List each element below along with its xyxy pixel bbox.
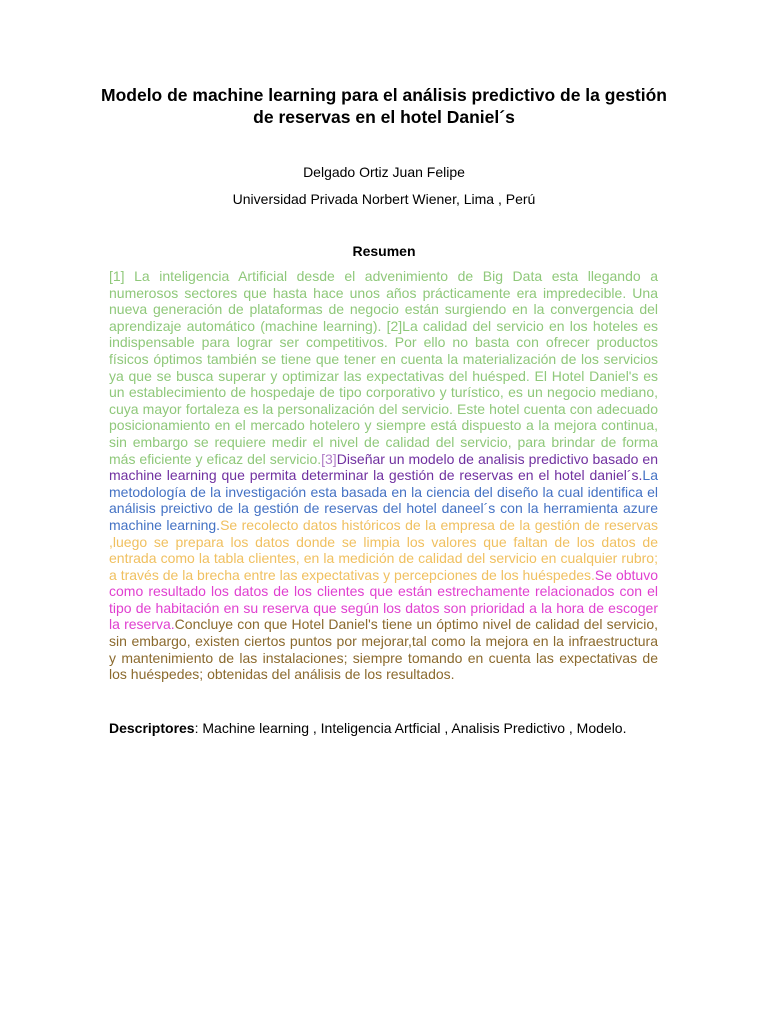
abstract-segment-conclusion: Concluye con que Hotel Daniel's tiene un óptimo nivel de calidad del servicio, sin embargo, existen ciertos puntos por mejorar,tal como la mejora en la infraestructura y mantenimiento de las instalaciones; siempre tomando en cuenta las expectativas de los huéspedes; obtenidas del análisis de los resultados. (109, 616, 659, 683)
abstract-segment-background: [1] La inteligencia Artificial desde el advenimiento de Big Data esta llegando a numerosos sectores que hasta hace unos años prácticamente era impredecible. Una nueva generación de plataformas de negocio están surgiendo en la convergencia del aprendizaje automático (machine learning). [2]La calidad del servicio en los hoteles es indispensable para lograr ser competitivos. Por ello no basta con ofrecer productos físicos óptimos también se tiene que tener en cuenta la materialización de los servicios ya que se busca superar y optimizar las expectativas del huésped. El Hotel Daniel's es un establecimiento de hospedaje de tipo corporativo y turístico, es un negocio mediano, cuya mayor fortaleza es la personalización del servicio. Este hotel cuenta con adecuado posicionamiento en el mercado hotelero y siempre está dispuesto a la mejora continua, sin embargo se requiere medir el nivel de calidad del servicio, para brindar de forma más eficiente y eficaz del servicio. (109, 268, 658, 467)
author-affiliation: Universidad Privada Norbert Wiener, Lima , Perú (232, 191, 536, 207)
author-name: Delgado Ortiz Juan Felipe (303, 164, 465, 180)
abstract-segment-results: Se obtuvo como resultado los datos de los clientes que están estrechamente relacionados con el tipo de habitación en su reserva que según los datos son prioridad a la hora de escoger la reserva. (109, 566, 658, 633)
abstract-body (109, 268, 658, 683)
keywords (109, 719, 669, 737)
abstract-segment-objective: Diseñar un modelo de analisis predictivo basado en machine learning que permita determinar la gestión de reservas en el hotel daniel´s. (109, 450, 659, 484)
paper-title: Modelo de machine learning para el análisis predictivo de la gestión de reservas en el hotel Daniel´s (101, 85, 667, 127)
abstract-segment-data-preparation: Se recolecto datos históricos de la empresa de la gestión de reservas ,luego se prepara los datos donde se limpia los valores que faltan de los datos de entrada como la tabla clientes, en la medición de calidad del servicio en cualquier rubro; a través de la brecha entre las expectativas y percepciones de los huéspedes. (109, 516, 658, 583)
abstract-segment-methodology: La metodología de la investigación esta basada en la ciencia del diseño la cual identifica el análisis preictivo de la gestión de reservas del hotel daneel´s con la herramienta azure machine learning. (109, 467, 658, 533)
abstract-segment-reference: [3] (321, 450, 337, 467)
keywords-label: Descriptores (109, 720, 195, 736)
keywords-text: : Machine learning , Inteligencia Artficial , Analisis Predictivo , Modelo. (194, 720, 627, 736)
abstract-heading: Resumen (352, 243, 416, 259)
